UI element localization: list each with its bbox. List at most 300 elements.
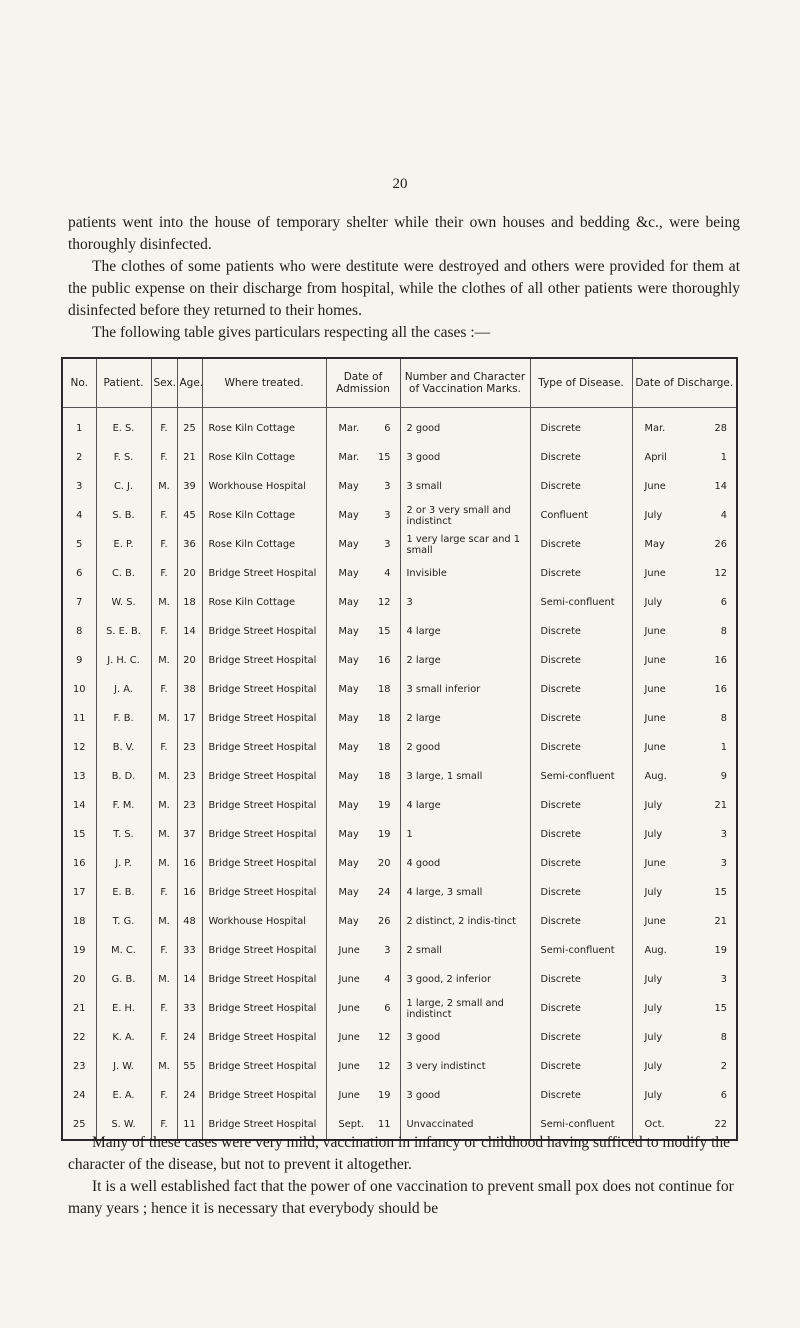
cell-type-of-disease: Discrete bbox=[530, 408, 632, 444]
table-row bbox=[62, 704, 737, 733]
cell-where-treated: Bridge Street Hospital bbox=[202, 1052, 326, 1081]
admission-day: 18 bbox=[378, 771, 391, 782]
cell-no: 24 bbox=[73, 1090, 86, 1101]
cell-date-of-discharge bbox=[632, 501, 737, 530]
cell-date-of-admission bbox=[326, 733, 400, 762]
discharge-month: July bbox=[644, 1061, 663, 1072]
discharge-day: 8 bbox=[720, 1032, 727, 1043]
cell-vaccination-marks: 4 large bbox=[400, 791, 530, 820]
page-number: 20 bbox=[392, 176, 408, 192]
cell-type-of-disease: Discrete bbox=[530, 1023, 632, 1052]
cell-sex: M. bbox=[151, 820, 177, 849]
discharge-day: 15 bbox=[714, 887, 727, 898]
discharge-month: June bbox=[644, 481, 666, 492]
cell-vaccination-marks: Invisible bbox=[400, 559, 530, 588]
discharge-day: 28 bbox=[714, 423, 727, 434]
cell-vaccination-marks: 2 distinct, 2 indis-tinct bbox=[400, 907, 530, 936]
cell-age: 55 bbox=[177, 1052, 202, 1081]
cell-no: 16 bbox=[73, 858, 86, 869]
cell-type-of-disease: Discrete bbox=[530, 733, 632, 762]
cell-patient: C. B. bbox=[96, 559, 151, 588]
cell-age: 20 bbox=[177, 646, 202, 675]
header-type-of-disease: Type of Disease. bbox=[530, 358, 632, 408]
admission-month: May bbox=[338, 742, 359, 753]
cell-date-of-admission bbox=[326, 617, 400, 646]
table-header-row bbox=[62, 358, 737, 408]
cell-age: 11 bbox=[177, 1110, 202, 1140]
cell-date-of-discharge bbox=[632, 646, 737, 675]
cell-date-of-admission bbox=[326, 1081, 400, 1110]
admission-month: May bbox=[338, 829, 359, 840]
cell-date-of-discharge bbox=[632, 849, 737, 878]
cell-type-of-disease: Discrete bbox=[530, 675, 632, 704]
cell-date-of-admission bbox=[326, 588, 400, 617]
admission-month: May bbox=[338, 510, 359, 521]
cell-patient: M. C. bbox=[96, 936, 151, 965]
cell-no: 2 bbox=[76, 452, 83, 463]
cell-date-of-admission bbox=[326, 675, 400, 704]
cell-date-of-admission bbox=[326, 849, 400, 878]
cell-date-of-discharge bbox=[632, 936, 737, 965]
cell-type-of-disease: Confluent bbox=[530, 501, 632, 530]
discharge-day: 6 bbox=[720, 1090, 727, 1101]
table-row bbox=[62, 849, 737, 878]
cell-type-of-disease: Discrete bbox=[530, 791, 632, 820]
cell-age: 33 bbox=[177, 994, 202, 1023]
table-row bbox=[62, 1023, 737, 1052]
cell-patient: E. B. bbox=[96, 878, 151, 907]
table-row bbox=[62, 762, 737, 791]
cell-patient: T. G. bbox=[96, 907, 151, 936]
cell-vaccination-marks: 3 good bbox=[400, 1081, 530, 1110]
header-no: No. bbox=[62, 358, 96, 408]
admission-day: 19 bbox=[378, 1090, 391, 1101]
cell-where-treated: Bridge Street Hospital bbox=[202, 1023, 326, 1052]
header-patient: Patient. bbox=[96, 358, 151, 408]
discharge-day: 2 bbox=[720, 1061, 727, 1072]
discharge-month: June bbox=[644, 916, 666, 927]
cell-vaccination-marks: 4 large bbox=[400, 617, 530, 646]
cell-date-of-discharge bbox=[632, 907, 737, 936]
cell-vaccination-marks: 2 good bbox=[400, 408, 530, 444]
cell-age: 24 bbox=[177, 1023, 202, 1052]
admission-day: 3 bbox=[384, 539, 391, 550]
cell-type-of-disease: Semi-confluent bbox=[530, 936, 632, 965]
admission-month: May bbox=[338, 800, 359, 811]
cell-sex: F. bbox=[151, 675, 177, 704]
cell-no: 7 bbox=[76, 597, 83, 608]
cell-patient: W. S. bbox=[96, 588, 151, 617]
cell-date-of-discharge bbox=[632, 878, 737, 907]
discharge-month: July bbox=[644, 510, 663, 521]
cell-date-of-discharge bbox=[632, 617, 737, 646]
intro-paragraph: The clothes of some patients who were destitute were destroyed and others were provided for them at the public expense on their discharge from hospital, while the clothes of all other patients were thoroughly disinfected before they returned to their homes. bbox=[68, 258, 740, 319]
cell-patient: G. B. bbox=[96, 965, 151, 994]
cell-where-treated: Bridge Street Hospital bbox=[202, 965, 326, 994]
admission-day: 15 bbox=[378, 626, 391, 637]
admission-day: 6 bbox=[384, 423, 391, 434]
cell-no: 3 bbox=[76, 481, 83, 492]
admission-month: May bbox=[338, 539, 359, 550]
cell-sex: F. bbox=[151, 617, 177, 646]
cell-where-treated: Bridge Street Hospital bbox=[202, 936, 326, 965]
table-row bbox=[62, 588, 737, 617]
cell-sex: M. bbox=[151, 791, 177, 820]
cell-date-of-discharge bbox=[632, 994, 737, 1023]
cell-type-of-disease: Discrete bbox=[530, 472, 632, 501]
cell-date-of-discharge bbox=[632, 733, 737, 762]
cell-date-of-admission bbox=[326, 1023, 400, 1052]
discharge-day: 4 bbox=[720, 510, 727, 521]
admission-month: May bbox=[338, 655, 359, 666]
cell-age: 14 bbox=[177, 965, 202, 994]
cell-date-of-admission bbox=[326, 936, 400, 965]
cell-sex: M. bbox=[151, 588, 177, 617]
discharge-month: June bbox=[644, 568, 666, 579]
cell-age: 18 bbox=[177, 588, 202, 617]
cell-date-of-discharge bbox=[632, 588, 737, 617]
admission-month: May bbox=[338, 568, 359, 579]
admission-day: 12 bbox=[378, 597, 391, 608]
discharge-month: July bbox=[644, 974, 663, 985]
cell-type-of-disease: Discrete bbox=[530, 646, 632, 675]
discharge-month: June bbox=[644, 655, 666, 666]
cell-where-treated: Bridge Street Hospital bbox=[202, 849, 326, 878]
cell-sex: M. bbox=[151, 762, 177, 791]
cell-no: 8 bbox=[76, 626, 83, 637]
discharge-month: Aug. bbox=[644, 771, 667, 782]
cell-no: 1 bbox=[76, 423, 83, 434]
admission-day: 24 bbox=[378, 887, 391, 898]
cell-date-of-discharge bbox=[632, 530, 737, 559]
admission-day: 20 bbox=[378, 858, 391, 869]
table-row bbox=[62, 617, 737, 646]
admission-month: June bbox=[338, 974, 360, 985]
cell-patient: J. W. bbox=[96, 1052, 151, 1081]
discharge-day: 12 bbox=[714, 568, 727, 579]
cell-age: 16 bbox=[177, 878, 202, 907]
cell-age: 16 bbox=[177, 849, 202, 878]
discharge-month: June bbox=[644, 684, 666, 695]
admission-day: 16 bbox=[378, 655, 391, 666]
cell-patient: E. H. bbox=[96, 994, 151, 1023]
discharge-day: 26 bbox=[714, 539, 727, 550]
table-row bbox=[62, 675, 737, 704]
discharge-month: Aug. bbox=[644, 945, 667, 956]
cell-sex: M. bbox=[151, 907, 177, 936]
cell-patient: C. J. bbox=[96, 472, 151, 501]
admission-month: May bbox=[338, 771, 359, 782]
cell-patient: J. P. bbox=[96, 849, 151, 878]
discharge-month: May bbox=[644, 539, 665, 550]
cell-sex: M. bbox=[151, 646, 177, 675]
cell-date-of-admission bbox=[326, 878, 400, 907]
cell-no: 18 bbox=[73, 916, 86, 927]
admission-day: 11 bbox=[378, 1119, 391, 1130]
cell-vaccination-marks: 1 large, 2 small and indistinct bbox=[400, 994, 530, 1023]
table-row bbox=[62, 472, 737, 501]
cell-type-of-disease: Discrete bbox=[530, 443, 632, 472]
cell-where-treated: Bridge Street Hospital bbox=[202, 733, 326, 762]
discharge-month: June bbox=[644, 742, 666, 753]
discharge-day: 3 bbox=[720, 858, 727, 869]
cell-age: 38 bbox=[177, 675, 202, 704]
cell-where-treated: Rose Kiln Cottage bbox=[202, 408, 326, 444]
cell-date-of-discharge bbox=[632, 443, 737, 472]
admission-day: 3 bbox=[384, 510, 391, 521]
cell-where-treated: Bridge Street Hospital bbox=[202, 791, 326, 820]
cell-no: 10 bbox=[73, 684, 86, 695]
table-row bbox=[62, 907, 737, 936]
cell-type-of-disease: Discrete bbox=[530, 617, 632, 646]
admission-month: Mar. bbox=[338, 452, 360, 463]
admission-day: 12 bbox=[378, 1032, 391, 1043]
cell-patient: S. E. B. bbox=[96, 617, 151, 646]
table-row bbox=[62, 965, 737, 994]
cell-sex: F. bbox=[151, 1023, 177, 1052]
cell-date-of-admission bbox=[326, 704, 400, 733]
cell-type-of-disease: Semi-confluent bbox=[530, 588, 632, 617]
cell-no: 17 bbox=[73, 887, 86, 898]
cell-sex: F. bbox=[151, 530, 177, 559]
table-row bbox=[62, 1052, 737, 1081]
cell-date-of-discharge bbox=[632, 408, 737, 444]
cell-age: 23 bbox=[177, 733, 202, 762]
cell-no: 22 bbox=[73, 1032, 86, 1043]
table-row bbox=[62, 936, 737, 965]
admission-month: May bbox=[338, 887, 359, 898]
cell-patient: J. H. C. bbox=[96, 646, 151, 675]
cell-date-of-admission bbox=[326, 443, 400, 472]
admission-month: June bbox=[338, 1032, 360, 1043]
cell-date-of-admission bbox=[326, 965, 400, 994]
cell-vaccination-marks: 2 large bbox=[400, 704, 530, 733]
cell-no: 6 bbox=[76, 568, 83, 579]
cell-vaccination-marks: 1 bbox=[400, 820, 530, 849]
cell-no: 9 bbox=[76, 655, 83, 666]
cell-patient: T. S. bbox=[96, 820, 151, 849]
intro-text bbox=[68, 212, 740, 344]
cell-vaccination-marks: 3 very indistinct bbox=[400, 1052, 530, 1081]
cell-date-of-admission bbox=[326, 820, 400, 849]
cell-date-of-discharge bbox=[632, 1023, 737, 1052]
admission-month: May bbox=[338, 481, 359, 492]
cell-age: 24 bbox=[177, 1081, 202, 1110]
cell-vaccination-marks: 3 small bbox=[400, 472, 530, 501]
cell-where-treated: Bridge Street Hospital bbox=[202, 559, 326, 588]
header-age: Age. bbox=[177, 358, 202, 408]
cell-where-treated: Rose Kiln Cottage bbox=[202, 443, 326, 472]
cell-patient: F. B. bbox=[96, 704, 151, 733]
cell-where-treated: Bridge Street Hospital bbox=[202, 675, 326, 704]
table-row bbox=[62, 733, 737, 762]
cell-date-of-discharge bbox=[632, 559, 737, 588]
cell-date-of-discharge bbox=[632, 472, 737, 501]
discharge-month: Oct. bbox=[644, 1119, 665, 1130]
admission-month: May bbox=[338, 713, 359, 724]
admission-day: 18 bbox=[378, 713, 391, 724]
cell-date-of-admission bbox=[326, 762, 400, 791]
cell-sex: M. bbox=[151, 849, 177, 878]
admission-month: May bbox=[338, 684, 359, 695]
table-row bbox=[62, 646, 737, 675]
cell-patient: J. A. bbox=[96, 675, 151, 704]
header-date-of-admission: Date of Admission bbox=[326, 358, 400, 408]
admission-month: May bbox=[338, 626, 359, 637]
discharge-day: 16 bbox=[714, 684, 727, 695]
admission-month: May bbox=[338, 597, 359, 608]
discharge-day: 6 bbox=[720, 597, 727, 608]
cell-age: 45 bbox=[177, 501, 202, 530]
discharge-month: Mar. bbox=[644, 423, 666, 434]
discharge-day: 1 bbox=[720, 742, 727, 753]
cases-table bbox=[61, 357, 738, 1141]
discharge-day: 19 bbox=[714, 945, 727, 956]
cell-vaccination-marks: 3 good, 2 inferior bbox=[400, 965, 530, 994]
discharge-day: 22 bbox=[714, 1119, 727, 1130]
intro-paragraph: The following table gives particulars respecting all the cases :— bbox=[92, 324, 491, 341]
cell-where-treated: Bridge Street Hospital bbox=[202, 704, 326, 733]
cell-patient: F. S. bbox=[96, 443, 151, 472]
cell-no: 19 bbox=[73, 945, 86, 956]
cell-no: 5 bbox=[76, 539, 83, 550]
admission-day: 19 bbox=[378, 800, 391, 811]
cell-no: 25 bbox=[73, 1119, 86, 1130]
cell-date-of-discharge bbox=[632, 820, 737, 849]
admission-day: 18 bbox=[378, 684, 391, 695]
cell-no: 15 bbox=[73, 829, 86, 840]
cell-sex: F. bbox=[151, 936, 177, 965]
discharge-day: 3 bbox=[720, 829, 727, 840]
cell-where-treated: Workhouse Hospital bbox=[202, 472, 326, 501]
cell-age: 21 bbox=[177, 443, 202, 472]
table-row bbox=[62, 530, 737, 559]
cell-where-treated: Workhouse Hospital bbox=[202, 907, 326, 936]
cell-date-of-admission bbox=[326, 472, 400, 501]
admission-day: 6 bbox=[384, 1003, 391, 1014]
cell-sex: F. bbox=[151, 878, 177, 907]
cell-date-of-admission bbox=[326, 791, 400, 820]
admission-day: 3 bbox=[384, 481, 391, 492]
table-row bbox=[62, 791, 737, 820]
cell-age: 39 bbox=[177, 472, 202, 501]
cell-age: 37 bbox=[177, 820, 202, 849]
table-row bbox=[62, 408, 737, 444]
cell-sex: M. bbox=[151, 704, 177, 733]
cell-vaccination-marks: 3 small inferior bbox=[400, 675, 530, 704]
cell-where-treated: Bridge Street Hospital bbox=[202, 762, 326, 791]
cell-sex: M. bbox=[151, 1052, 177, 1081]
cell-vaccination-marks: 4 good bbox=[400, 849, 530, 878]
discharge-month: July bbox=[644, 1032, 663, 1043]
cell-no: 21 bbox=[73, 1003, 86, 1014]
cell-date-of-discharge bbox=[632, 965, 737, 994]
cell-vaccination-marks: 3 bbox=[400, 588, 530, 617]
cell-sex: F. bbox=[151, 994, 177, 1023]
cell-type-of-disease: Discrete bbox=[530, 704, 632, 733]
cell-date-of-discharge bbox=[632, 675, 737, 704]
cell-date-of-admission bbox=[326, 501, 400, 530]
cell-sex: F. bbox=[151, 1081, 177, 1110]
discharge-month: July bbox=[644, 1090, 663, 1101]
cell-age: 14 bbox=[177, 617, 202, 646]
cell-where-treated: Rose Kiln Cottage bbox=[202, 588, 326, 617]
admission-day: 3 bbox=[384, 945, 391, 956]
discharge-day: 3 bbox=[720, 974, 727, 985]
cell-where-treated: Bridge Street Hospital bbox=[202, 1110, 326, 1140]
discharge-day: 9 bbox=[720, 771, 727, 782]
table-row bbox=[62, 443, 737, 472]
cell-type-of-disease: Discrete bbox=[530, 849, 632, 878]
outro-paragraph: It is a well established fact that the power of one vaccination to prevent small pox does not continue for many years ; hence it is necessary that everybody should be bbox=[68, 1178, 734, 1217]
table-row bbox=[62, 1081, 737, 1110]
header-sex: Sex. bbox=[151, 358, 177, 408]
cell-type-of-disease: Semi-confluent bbox=[530, 1110, 632, 1140]
cell-no: 12 bbox=[73, 742, 86, 753]
cell-patient: K. A. bbox=[96, 1023, 151, 1052]
cell-no: 13 bbox=[73, 771, 86, 782]
discharge-month: April bbox=[644, 452, 667, 463]
cell-age: 25 bbox=[177, 408, 202, 444]
cell-vaccination-marks: Unvaccinated bbox=[400, 1110, 530, 1140]
cell-date-of-admission bbox=[326, 1052, 400, 1081]
cell-date-of-discharge bbox=[632, 762, 737, 791]
cell-vaccination-marks: 2 good bbox=[400, 733, 530, 762]
table-row bbox=[62, 820, 737, 849]
discharge-day: 8 bbox=[720, 626, 727, 637]
cell-type-of-disease: Discrete bbox=[530, 559, 632, 588]
cell-age: 23 bbox=[177, 762, 202, 791]
table-row bbox=[62, 878, 737, 907]
cell-patient: S. W. bbox=[96, 1110, 151, 1140]
discharge-day: 15 bbox=[714, 1003, 727, 1014]
cell-vaccination-marks: 2 or 3 very small and indistinct bbox=[400, 501, 530, 530]
cell-patient: E. S. bbox=[96, 408, 151, 444]
discharge-day: 8 bbox=[720, 713, 727, 724]
header-where-treated: Where treated. bbox=[202, 358, 326, 408]
cell-where-treated: Rose Kiln Cottage bbox=[202, 530, 326, 559]
cell-type-of-disease: Discrete bbox=[530, 1052, 632, 1081]
discharge-month: June bbox=[644, 626, 666, 637]
discharge-day: 1 bbox=[720, 452, 727, 463]
cell-where-treated: Bridge Street Hospital bbox=[202, 820, 326, 849]
admission-day: 19 bbox=[378, 829, 391, 840]
cell-age: 36 bbox=[177, 530, 202, 559]
table-row bbox=[62, 559, 737, 588]
cell-patient: E. A. bbox=[96, 1081, 151, 1110]
cell-type-of-disease: Discrete bbox=[530, 965, 632, 994]
cell-where-treated: Bridge Street Hospital bbox=[202, 994, 326, 1023]
header-date-of-discharge: Date of Discharge. bbox=[632, 358, 737, 408]
cell-vaccination-marks: 2 small bbox=[400, 936, 530, 965]
cell-patient: B. D. bbox=[96, 762, 151, 791]
cell-sex: F. bbox=[151, 1110, 177, 1140]
cell-sex: F. bbox=[151, 408, 177, 444]
discharge-day: 14 bbox=[714, 481, 727, 492]
admission-month: Mar. bbox=[338, 423, 360, 434]
cell-sex: M. bbox=[151, 965, 177, 994]
cell-patient: F. M. bbox=[96, 791, 151, 820]
header-vaccination-marks: Number and Character of Vaccination Marks. bbox=[400, 358, 530, 408]
cell-date-of-discharge bbox=[632, 1052, 737, 1081]
outro-paragraph: Many of these cases were very mild, vaccination in infancy or childhood having sufficed to modify the character of the disease, but not to prevent it altogether. bbox=[68, 1134, 731, 1173]
discharge-month: July bbox=[644, 829, 663, 840]
cell-where-treated: Bridge Street Hospital bbox=[202, 1081, 326, 1110]
admission-month: June bbox=[338, 1003, 360, 1014]
cell-vaccination-marks: 2 large bbox=[400, 646, 530, 675]
cell-age: 23 bbox=[177, 791, 202, 820]
cell-type-of-disease: Discrete bbox=[530, 530, 632, 559]
